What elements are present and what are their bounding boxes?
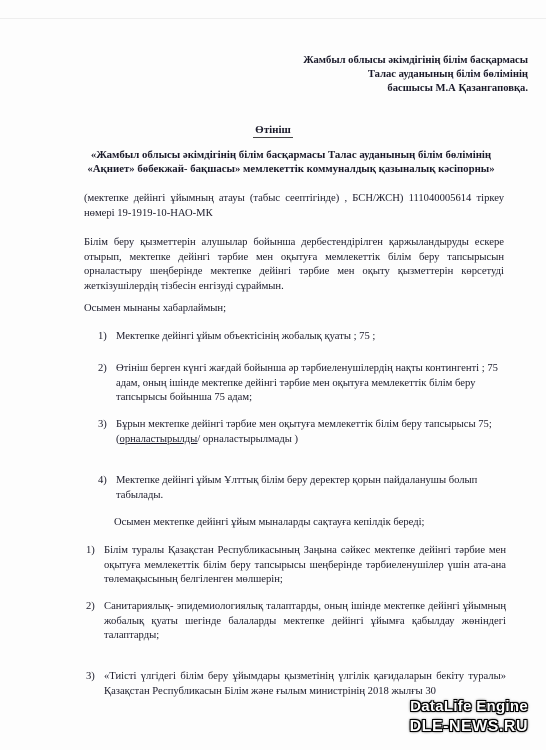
watermark-text: DataLife Engine — [410, 698, 528, 715]
list-text-underlined: орналастырылды — [119, 433, 198, 445]
inform-line: Осымен мынаны хабарлаймын; — [84, 303, 227, 314]
list-text: Мектепке дейінгі ұйым Ұлттық білім беру деректер қорын пайдаланушы болып табылады. — [116, 475, 478, 501]
list-number: 3) — [98, 419, 107, 430]
list-text: Санитариялық- эпидемиологиялық талаптарды, оның ішінде мектепке дейінгі ұйымның жобалық қуаты шегінде балаларды мектепке дейінгі ұйымға қабылдау жөніндегі талаптарды; — [104, 601, 506, 642]
addressee-line: Жамбыл облысы әкімдігінің білім басқармасы — [303, 55, 528, 66]
list-text: Бұрын мектепке дейінгі тәрбие мен оқытуға мемлекеттік білім беру тапсырысы 75; ( — [116, 419, 492, 445]
addressee-line: басшысы М.А Қазангаповқа. — [387, 83, 528, 94]
list-item — [98, 362, 506, 406]
guarantee-line: Осымен мектепке дейінгі ұйым мыналарды сақтауға кепілдік береді; — [114, 517, 425, 528]
addressee-line: Талас ауданының білім бөлімінің — [367, 69, 528, 80]
list-number: 1) — [86, 545, 95, 556]
list-item — [98, 474, 506, 503]
organization-name: «Жамбыл облысы әкімдігінің білім басқармасы Талас ауданының білім бөлімінің «Ақниет» бөбекжай- бақшасы» мемлекеттік коммуналдық қазыналық кәсіпорны» — [87, 149, 495, 175]
list-item — [98, 418, 506, 447]
organization-details: (мектепке дейінгі ұйымның атауы (табыс сеептігінде) , БСН/ЖСН) 111040005614 тіркеу нөмері 19-1919-10-НАО-МК — [84, 193, 504, 219]
list-number: 3) — [86, 671, 95, 682]
list-text: «Тиісті үлгідегі білім беру ұйымдары қызметінің үлгілік қағидаларын бекіту туралы» Қазақстан Республикасын Білім және ғылым министрінің 2018 жылғы 30 — [104, 671, 506, 697]
document-title: Өтініш — [0, 124, 546, 138]
list-item — [86, 600, 506, 644]
addressee-block — [258, 54, 528, 96]
scan-edge — [0, 18, 546, 19]
list-number: 4) — [98, 475, 107, 486]
watermark-text: DLE-NEWS.RU — [409, 718, 528, 735]
list-number: 2) — [98, 363, 107, 374]
request-paragraph: Білім беру қызметтерін алушылар бойынша дербестендірілген қаржыландыруды ескере отырып, мектепке дейінгі тәрбие мен оқытуға мемлекеттік білім беру тапсырысын орналастыру шеңберінде мектепке дейінгі тәрбие мен оқыту қызметтерін көрсетуді жеткізушілердің тізбесін енгізуді сұраймын. — [84, 237, 504, 292]
list-text: Өтініш берген күнгі жағдай бойынша әр тәрбиеленушілердің нақты контингенті ; 75 адам, оның ішінде мектепке дейінгі тәрбие мен оқытуға мемлекеттік білім беру тапсырысы бойынша 75 адам; — [116, 363, 498, 404]
list-number: 1) — [98, 331, 107, 342]
list-item — [98, 330, 506, 345]
list-item — [86, 670, 506, 699]
list-item — [86, 544, 506, 588]
list-text: / орналастырылмады ) — [197, 433, 299, 445]
list-text: Мектепке дейінгі ұйым объектісінің жобалық қуаты ; 75 ; — [116, 331, 376, 342]
list-text: Білім туралы Қазақстан Республикасының Заңына сәйкес мектепке дейінгі тәрбие мен оқытуға мемлекеттік білім беру тапсырысы шеңберінде тәрбиеленушілер үшін ата-ана төлемақысының белгіленген мөлшерін; — [104, 545, 506, 586]
list-number: 2) — [86, 601, 95, 612]
